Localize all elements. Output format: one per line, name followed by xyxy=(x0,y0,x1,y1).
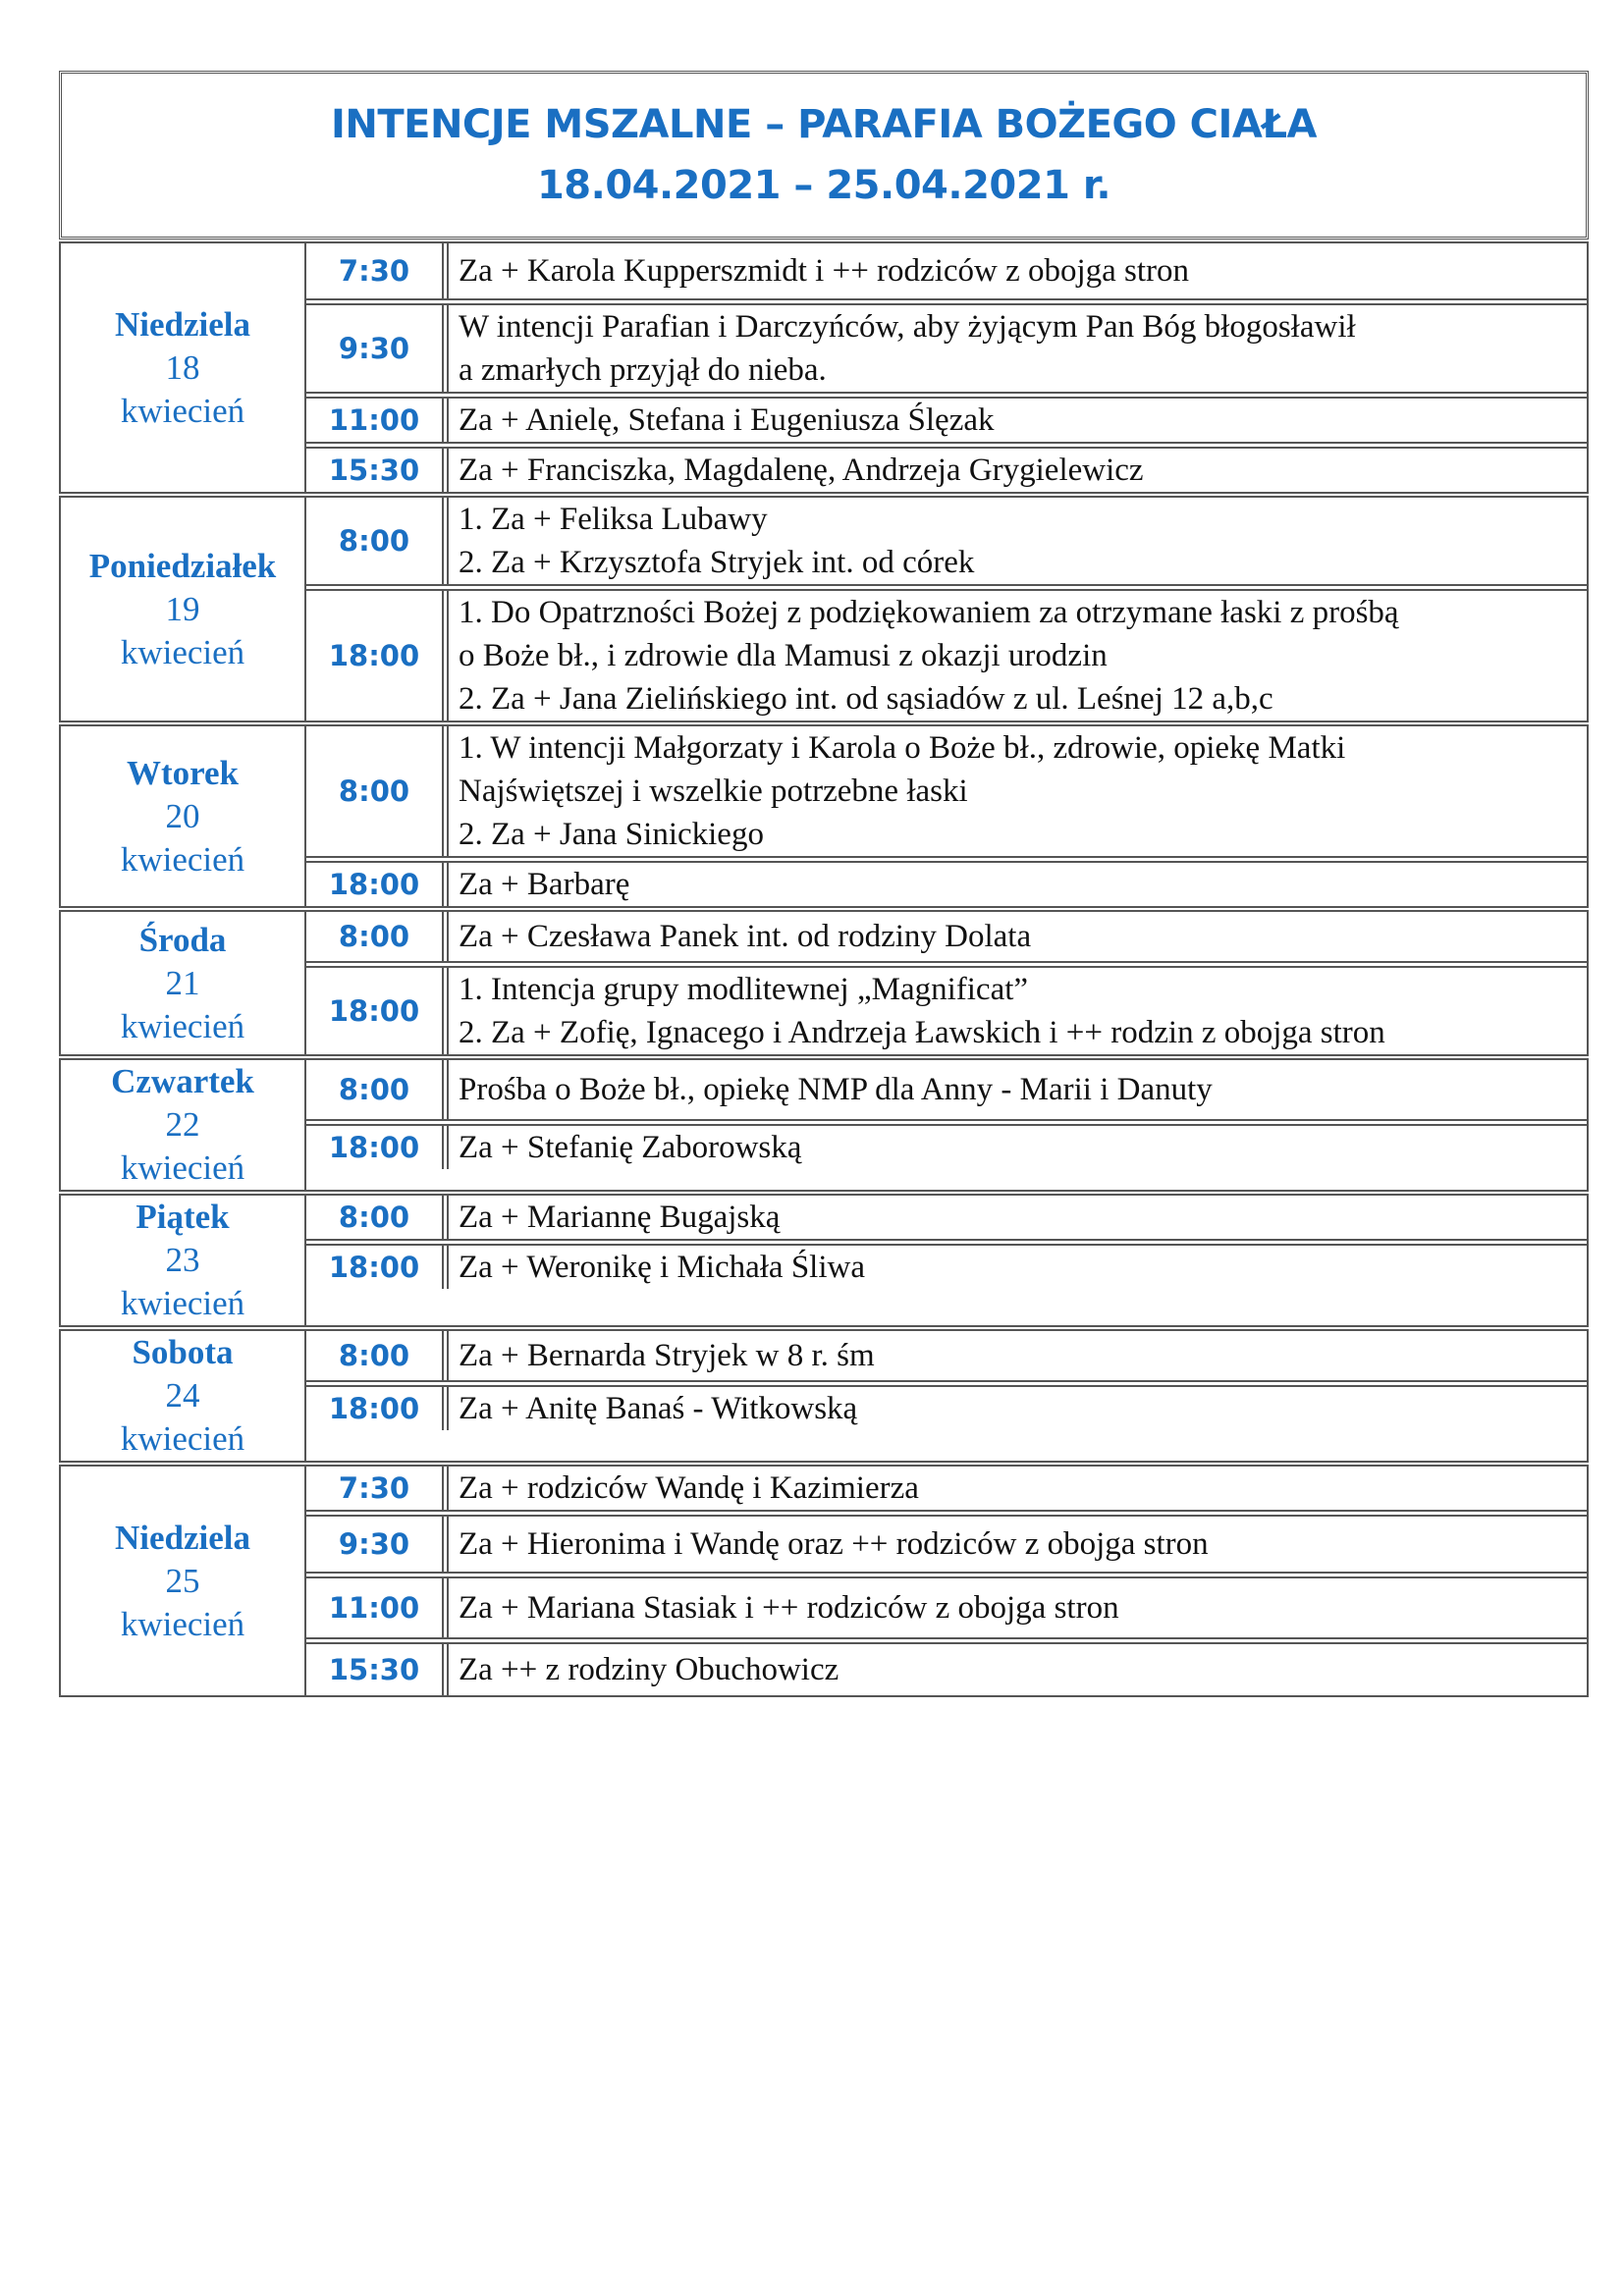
intention-line: 2. Za + Jana Sinickiego xyxy=(459,817,764,852)
mass-time: 11:00 xyxy=(306,399,444,442)
mass-time: 8:00 xyxy=(306,1196,444,1239)
mass-slot xyxy=(306,397,1587,444)
intention-line: o Boże bł., i zdrowie dla Mamusi z okazji urodzin xyxy=(459,638,1108,673)
mass-time: 8:00 xyxy=(306,726,444,856)
day-label xyxy=(61,1467,306,1695)
mass-time: 8:00 xyxy=(306,1060,444,1119)
mass-slot xyxy=(306,966,1587,1054)
day-name: Piątek xyxy=(135,1198,230,1236)
mass-intention xyxy=(447,1196,1587,1239)
day-name: Środa xyxy=(138,920,227,959)
intention-line: 1. Do Opatrzności Bożej z podziękowaniem za otrzymane łaski z prośbą xyxy=(459,595,1399,630)
day-month: kwiecień xyxy=(120,1604,245,1643)
day-label xyxy=(61,498,306,721)
day-name: Poniedziałek xyxy=(88,546,277,585)
intention-line: 1. W intencji Małgorzaty i Karola o Boże bł., zdrowie, opiekę Matki xyxy=(459,730,1346,766)
day-number: 21 xyxy=(165,963,200,1002)
document-date-range: 18.04.2021 – 25.04.2021 r. xyxy=(536,163,1111,208)
intention-line: 1. Za + Feliksa Lubawy xyxy=(459,502,768,537)
day-month: kwiecień xyxy=(120,632,245,671)
mass-slot xyxy=(306,1642,1587,1695)
mass-intention xyxy=(447,591,1587,721)
mass-intention xyxy=(447,449,1587,492)
intention-line: W intencji Parafian i Darczyńców, aby żyjącym Pan Bóg błogosławił xyxy=(459,309,1356,345)
mass-intention xyxy=(447,1578,1587,1637)
day-label xyxy=(61,1060,306,1190)
day-month: kwiecień xyxy=(120,1284,245,1322)
mass-intention xyxy=(447,1387,1587,1430)
intention-line: Za + Anitę Banaś - Witkowską xyxy=(459,1391,858,1426)
intention-line: 2. Za + Zofię, Ignacego i Andrzeja Ławskich i ++ rodzin z obojga stron xyxy=(459,1015,1385,1050)
mass-intention xyxy=(447,863,1587,906)
day-number: 25 xyxy=(165,1561,200,1600)
mass-intention xyxy=(447,1246,1587,1289)
day-block xyxy=(59,910,1589,1056)
mass-time: 18:00 xyxy=(306,1126,444,1169)
mass-intention xyxy=(447,498,1587,584)
intention-line: Za + Barbarę xyxy=(459,867,630,902)
mass-intention xyxy=(447,1467,1587,1510)
intention-line: Za + Weronikę i Michała Śliwa xyxy=(459,1250,865,1285)
day-month: kwiecień xyxy=(120,1148,245,1187)
mass-slot xyxy=(306,498,1587,586)
mass-intention xyxy=(447,1331,1587,1380)
day-number: 24 xyxy=(165,1376,200,1415)
intention-line: Za + rodziców Wandę i Kazimierza xyxy=(459,1470,919,1506)
mass-time: 7:30 xyxy=(306,243,444,298)
day-block xyxy=(59,1058,1589,1192)
mass-time: 8:00 xyxy=(306,1331,444,1380)
day-number: 18 xyxy=(165,347,200,387)
mass-slot xyxy=(306,1385,1587,1430)
day-block xyxy=(59,1329,1589,1463)
mass-time: 9:30 xyxy=(306,305,444,392)
mass-time: 8:00 xyxy=(306,912,444,961)
intention-line: 2. Za + Jana Zielińskiego int. od sąsiadów z ul. Leśnej 12 a,b,c xyxy=(459,681,1273,717)
day-name: Czwartek xyxy=(111,1062,254,1100)
day-name: Sobota xyxy=(132,1333,234,1371)
day-block xyxy=(59,496,1589,722)
mass-time: 18:00 xyxy=(306,591,444,721)
day-month: kwiecień xyxy=(120,1419,245,1458)
day-number: 20 xyxy=(165,796,200,835)
mass-slot xyxy=(306,1244,1587,1289)
day-label xyxy=(61,912,306,1054)
mass-time: 9:30 xyxy=(306,1517,444,1572)
day-number: 19 xyxy=(165,589,200,628)
document-header xyxy=(59,71,1589,240)
day-block xyxy=(59,1194,1589,1327)
mass-slot xyxy=(306,243,1587,300)
day-month: kwiecień xyxy=(120,391,245,430)
mass-intention xyxy=(447,1060,1587,1119)
mass-time: 18:00 xyxy=(306,1387,444,1430)
mass-slot xyxy=(306,303,1587,394)
day-label xyxy=(61,243,306,492)
mass-time: 15:30 xyxy=(306,1644,444,1695)
intention-line: Za ++ z rodziny Obuchowicz xyxy=(459,1652,839,1687)
mass-slot xyxy=(306,1060,1587,1121)
schedule-table xyxy=(59,241,1589,1697)
day-month: kwiecień xyxy=(120,839,245,879)
intention-line: 1. Intencja grupy modlitewnej „Magnificat” xyxy=(459,972,1029,1007)
day-block xyxy=(59,1465,1589,1697)
mass-slot xyxy=(306,1576,1587,1639)
mass-intention xyxy=(447,1126,1587,1169)
mass-time: 18:00 xyxy=(306,968,444,1054)
intentions-document xyxy=(59,71,1589,1697)
day-name: Niedziela xyxy=(114,1518,251,1557)
day-number: 22 xyxy=(165,1105,200,1144)
mass-intention xyxy=(447,968,1587,1054)
mass-time: 11:00 xyxy=(306,1578,444,1637)
day-block xyxy=(59,241,1589,494)
mass-slot xyxy=(306,1331,1587,1382)
day-month: kwiecień xyxy=(120,1006,245,1045)
intention-line: 2. Za + Krzysztofa Stryjek int. od córek xyxy=(459,545,975,580)
intention-line: Za + Karola Kupperszmidt i ++ rodziców z obojga stron xyxy=(459,253,1190,289)
intention-line: Za + Anielę, Stefana i Eugeniusza Ślęzak xyxy=(459,402,995,438)
intention-line: Za + Bernarda Stryjek w 8 r. śm xyxy=(459,1338,875,1373)
mass-slot xyxy=(306,1467,1587,1512)
intention-line: Za + Czesława Panek int. od rodziny Dolata xyxy=(459,919,1032,954)
document-title: INTENCJE MSZALNE – PARAFIA BOŻEGO CIAŁA xyxy=(330,102,1317,147)
mass-slot xyxy=(306,912,1587,963)
day-number: 23 xyxy=(165,1241,200,1279)
mass-intention xyxy=(447,305,1587,392)
mass-time: 15:30 xyxy=(306,449,444,492)
day-label xyxy=(61,1196,306,1325)
mass-slot xyxy=(306,589,1587,721)
mass-intention xyxy=(447,399,1587,442)
mass-slot xyxy=(306,726,1587,858)
intention-line: Za + Mariannę Bugajską xyxy=(459,1200,781,1235)
mass-time: 18:00 xyxy=(306,1246,444,1289)
mass-time: 7:30 xyxy=(306,1467,444,1510)
mass-slot xyxy=(306,1515,1587,1574)
day-name: Wtorek xyxy=(126,753,240,792)
intention-line: Za + Stefanię Zaborowską xyxy=(459,1130,802,1165)
mass-intention xyxy=(447,243,1587,298)
intention-line: Za + Franciszka, Magdalenę, Andrzeja Grygielewicz xyxy=(459,453,1144,488)
mass-intention xyxy=(447,912,1587,961)
intention-line: Za + Hieronima i Wandę oraz ++ rodziców z obojga stron xyxy=(459,1526,1209,1562)
mass-slot xyxy=(306,861,1587,906)
mass-intention xyxy=(447,1517,1587,1572)
day-name: Niedziela xyxy=(114,304,251,344)
day-label xyxy=(61,726,306,906)
mass-slot xyxy=(306,1124,1587,1169)
intention-line: Najświętszej i wszelkie potrzebne łaski xyxy=(459,774,968,809)
mass-time: 18:00 xyxy=(306,863,444,906)
intention-line: Za + Mariana Stasiak i ++ rodziców z obojga stron xyxy=(459,1590,1119,1626)
intention-line: a zmarłych przyjął do nieba. xyxy=(459,352,827,388)
day-label xyxy=(61,1331,306,1461)
intention-line: Prośba o Boże bł., opiekę NMP dla Anny - Marii i Danuty xyxy=(459,1072,1213,1107)
mass-time: 8:00 xyxy=(306,498,444,584)
mass-intention xyxy=(447,1644,1587,1695)
mass-slot xyxy=(306,447,1587,492)
mass-slot xyxy=(306,1196,1587,1241)
day-block xyxy=(59,724,1589,908)
mass-intention xyxy=(447,726,1587,856)
